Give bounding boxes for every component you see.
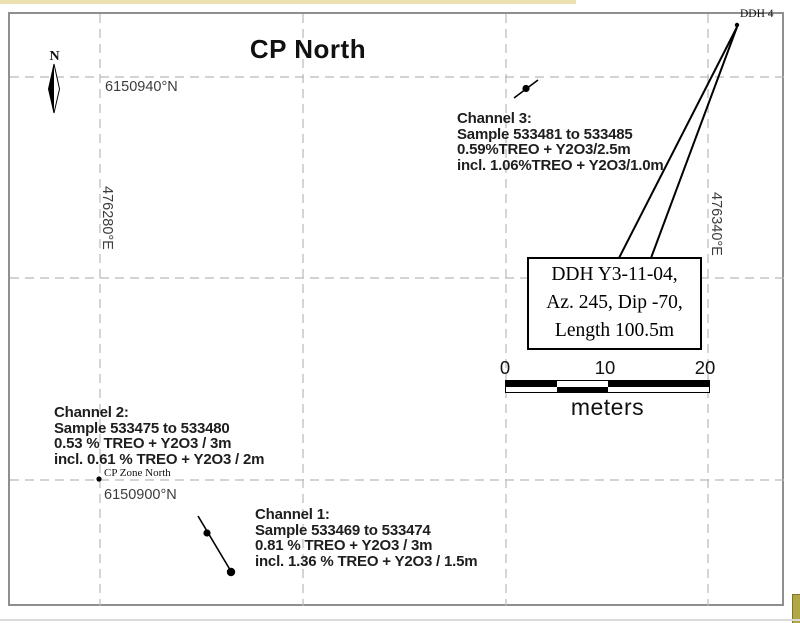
channel-2-included: incl. 0.61 % TREO + Y2O3 / 2m [54,450,265,468]
scale-bar-segments [505,380,710,393]
channel-1-included: incl. 1.36 % TREO + Y2O3 / 1.5m [255,552,478,570]
top-edge-artifact-strip [0,0,576,4]
ddh-4-label: DDH 4 [740,8,774,20]
grid-label-easting-left: 476280°E [99,186,115,250]
north-arrow-label: N [49,49,60,64]
grid-label-northing-top: 6150940°N [105,79,178,95]
channel-3-title: Channel 3: [457,110,532,127]
channel-3-annotation [457,111,664,173]
channel-2-grade: 0.53 % TREO + Y2O3 / 3m [54,435,232,453]
ddh-callout-box [527,257,702,350]
bottom-edge-line [0,619,800,621]
channel-2-sample: Sample 533475 to 533480 [54,419,230,437]
channel-3-sample: Sample 533481 to 533485 [457,125,633,143]
channel-2-title: Channel 2: [54,404,129,421]
channel-1-annotation [255,507,477,569]
ddh-callout-line-3: Length 100.5m [554,320,675,341]
channel-1-title: Channel 1: [255,506,330,523]
scale-tick-20: 20 [694,357,716,378]
channel-2-annotation [54,405,264,467]
page-title: CP North [249,34,367,64]
channel-3-grade: 0.59%TREO + Y2O3/2.5m [457,141,631,159]
channel-1-grade: 0.81 % TREO + Y2O3 / 3m [255,537,433,555]
scale-unit-label: meters [570,394,645,420]
grid-label-northing-bottom: 6150900°N [104,487,177,503]
scale-tick-10: 10 [594,357,616,378]
ddh-callout-line-2: Az. 245, Dip -70, [546,292,683,313]
ddh-callout-line-1: DDH Y3-11-04, [551,264,678,285]
scale-tick-0: 0 [499,357,511,378]
grid-label-easting-right: 476340°E [708,192,724,256]
channel-1-sample: Sample 533469 to 533474 [255,521,431,539]
channel-3-included: incl. 1.06%TREO + Y2O3/1.0m [457,156,664,174]
cp-zone-north-label: CP Zone North [104,467,171,479]
scale-bar [498,357,718,419]
